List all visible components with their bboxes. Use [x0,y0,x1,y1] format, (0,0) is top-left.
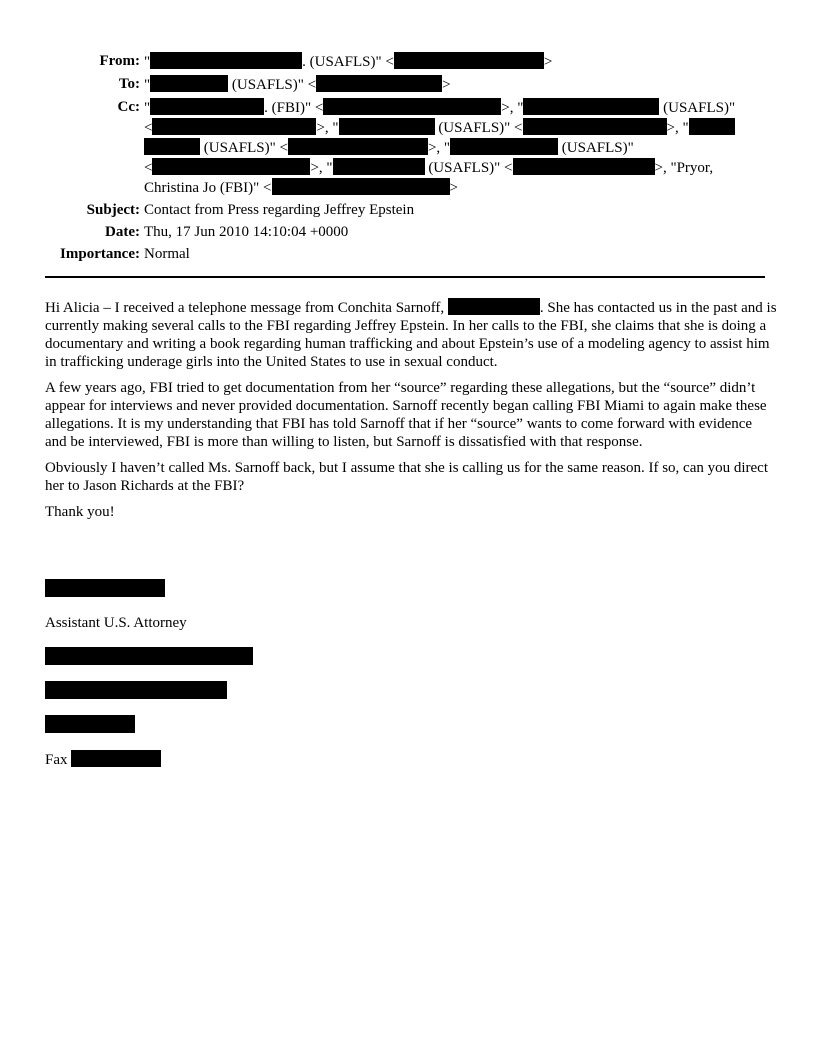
cc-value: " . (FBI)" < >, " (USAFLS)" < >, " (USAFLS)" < >, " (USAFLS)" < >, " (USAFLS)" < >, " (USAFLS)" < >, "Pryor, Christina Jo (FBI)" < > [144,100,736,196]
signature-name-redaction [45,579,165,597]
redaction [272,178,450,195]
signature-address-redaction [45,681,227,699]
email-body [45,298,777,529]
subject-value: Contact from Press regarding Jeffrey Epstein [144,202,415,218]
redaction [152,118,316,135]
redaction [523,98,659,115]
redaction [323,98,501,115]
redaction [523,118,667,135]
body-paragraph: Hi Alicia – I received a telephone message from Conchita Sarnoff, . She has contacted us in the past and is currently making several calls to the FBI regarding Jeffrey Epstein. In her calls to the FBI, she claims that she is doing a documentary and writing a book regarding human trafficking and about Epstein’s use of a modeling agency to assist him in trafficking underage girls into the United States to use in sexual conduct. [45,300,777,370]
redaction [150,75,228,92]
redaction [288,138,428,155]
closing: Thank you! [45,504,115,520]
body-paragraph: A few years ago, FBI tried to get documentation from her “source” regarding these allegations, but the “source” didn’t appear for interviews and never provided documentation. Sarnoff recently began calling FBI Miami to again make these allegations. It is my understanding that FBI has told Sarnoff that if her “source” wants to come forward with evidence and be interviewed, FBI is more than willing to listen, but Sarnoff is dissatisfied with that response. [45,380,767,450]
fax-line [45,750,161,769]
cc-label: Cc: [117,99,140,115]
email-header [0,52,816,267]
to-row [0,75,816,95]
date-value: Thu, 17 Jun 2010 14:10:04 +0000 [144,224,349,240]
redaction [513,158,655,175]
date-label: Date: [105,224,140,240]
redaction [689,118,735,135]
redaction [144,138,200,155]
redaction [450,138,558,155]
body-paragraph: Obviously I haven’t called Ms. Sarnoff back, but I assume that she is calling us for the same reason. If so, can you direct her to Jason Richards at the FBI? [45,460,769,494]
signature-phone-redaction [45,715,135,733]
redaction [339,118,435,135]
signature-title: Assistant U.S. Attorney [45,615,187,631]
redaction [448,298,540,315]
fax-redaction [71,750,161,767]
to-label: To: [118,76,140,92]
redaction [316,75,442,92]
fax-label: Fax [45,752,68,768]
importance-label: Importance: [60,246,140,262]
header-divider [45,276,765,278]
redaction [150,52,302,69]
cc-row [0,98,816,198]
subject-label: Subject: [86,202,140,218]
from-row [0,52,816,72]
redaction [150,98,264,115]
date-row [0,223,816,242]
to-value: " (USAFLS)" < > [144,77,451,93]
importance-value: Normal [144,246,190,262]
from-label: From: [99,53,140,69]
subject-row [0,201,816,220]
from-value: " . (USAFLS)" < > [144,54,553,70]
redaction [333,158,425,175]
redaction [394,52,544,69]
importance-row [0,245,816,264]
signature-address-redaction [45,647,253,665]
redaction [152,158,310,175]
